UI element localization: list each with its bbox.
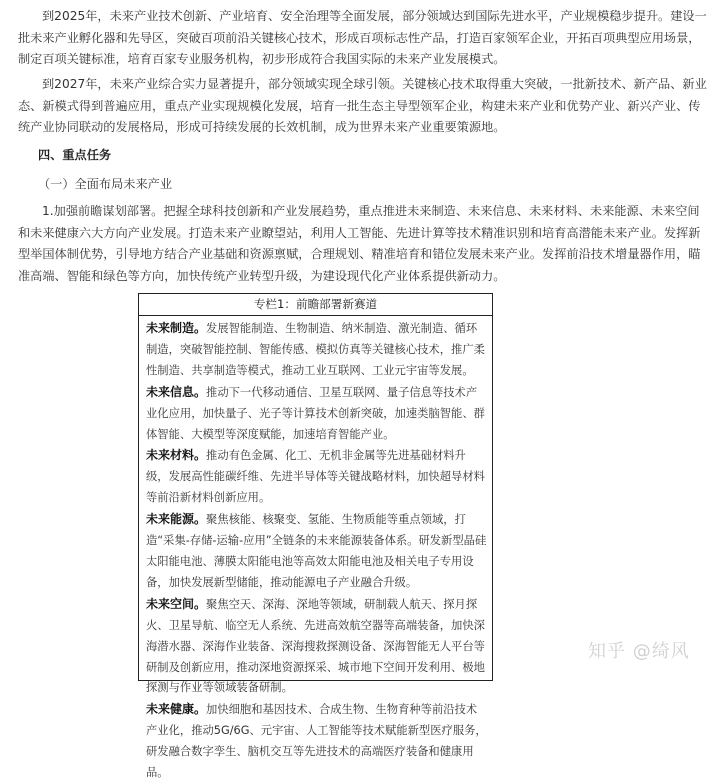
entry-label: 未来材料。	[146, 448, 207, 463]
entry-label: 未来空间。	[146, 596, 207, 611]
entry-text: 推动有色金属、化工、无机非金属等先进基础材料升级，发展高性能碳纤维、先进半导体等关键战略材料，加快超导材料等前沿新材料创新应用。	[146, 449, 485, 505]
section-heading: 四、重点任务	[38, 148, 112, 162]
entry-label: 未来制造。	[146, 321, 207, 335]
column-box	[138, 293, 493, 780]
watermark: 知乎 @绮风	[588, 641, 690, 662]
paragraph-task-1: 1.加强前瞻谋划部署。把握全球科技创新和产业发展趋势，重点推进未来制造、未来信息、未来材料、未来能源、未来空间和未来健康六大方向产业发展。打造未来产业瞭望站，利用人工智能、先进计算等技术精准识别和培育高潜能未来产业。发挥新型举国体制优势，引导地方结合产业基础和资源禀赋，合理规划、精准培育和错位发展未来产业。发挥前沿技术增量器作用，瞄准高端、智能和绿色等方向，加快传统产业转型升级，为建设现代化产业体系提供新动力。	[18, 204, 701, 283]
box-body	[139, 316, 492, 784]
paragraph-2027-goals: 到2027年，未来产业综合实力显著提升，部分领域实现全球引领。关键核心技术取得重大突破，一批新技术、新产品、新业态、新模式得到普遍应用，重点产业实现规模化发展，培育一批生态主导型领军企业，构建未来产业和优势产业、新兴产业、传统产业协同联动的发展格局，形成可持续发展的长效机制，成为世界未来产业重要策源地。	[18, 77, 707, 135]
box-entry	[146, 382, 487, 446]
box-title: 专栏1：前瞻部署新赛道	[139, 294, 492, 316]
box-entry	[146, 509, 487, 594]
entry-text: 推动下一代移动通信、卫星互联网、量子信息等技术产业化应用，加快量子、光子等计算技术创新突破，加速类脑智能、群体智能、大模型等深度赋能，加速培育智能产业。	[146, 385, 485, 441]
entry-text: 聚焦空天、深海、深地等领域，研制载人航天、探月探火、卫星导航、临空无人系统、先进高效航空器等高端装备，加快深海潜水器、深海作业装备、深海搜救探测设备、深海智能无人平台等研制及创新应用，推动深地资源探采、城市地下空间开发利用、极地探测与作业等领域装备研制。	[146, 597, 485, 695]
entry-label: 未来信息。	[146, 384, 207, 399]
box-entry	[146, 699, 487, 784]
box-entry	[146, 445, 487, 509]
subsection-heading: （一）全面布局未来产业	[38, 177, 173, 191]
entry-text: 聚焦核能、核聚变、氢能、生物质能等重点领域，打造“采集-存储-运输-应用”全链条的未来能源装备体系。研发新型晶硅太阳能电池、薄膜太阳能电池等高效太阳能电池及相关电子专用设备，加快发展新型储能，推动能源电子产业融合升级。	[146, 513, 487, 589]
box-entry	[146, 594, 487, 700]
entry-text: 发展智能制造、生物制造、纳米制造、激光制造、循环制造，突破智能控制、智能传感、模拟仿真等关键核心技术，推广柔性制造、共享制造等模式，推动工业互联网、工业元宇宙等发展。	[146, 322, 485, 377]
entry-text: 加快细胞和基因技术、合成生物、生物育种等前沿技术产业化，推动5G/6G、元宇宙、人工智能等技术赋能新型医疗服务，研发融合数字孪生、脑机交互等先进技术的高端医疗装备和健康用品。	[146, 703, 487, 780]
entry-label: 未来健康。	[146, 702, 207, 717]
box-entry	[146, 318, 487, 382]
paragraph-2025-goals: 到2025年，未来产业技术创新、产业培育、安全治理等全面发展，部分领域达到国际先进水平，产业规模稳步提升。建设一批未来产业孵化器和先导区，突破百项前沿关键核心技术，形成百项标志性产品，打造百家领军企业，开拓百项典型应用场景，制定百项关键标准，培育百家专业服务机构，初步形成符合我国实际的未来产业发展模式。	[18, 9, 707, 67]
entry-label: 未来能源。	[146, 512, 207, 527]
